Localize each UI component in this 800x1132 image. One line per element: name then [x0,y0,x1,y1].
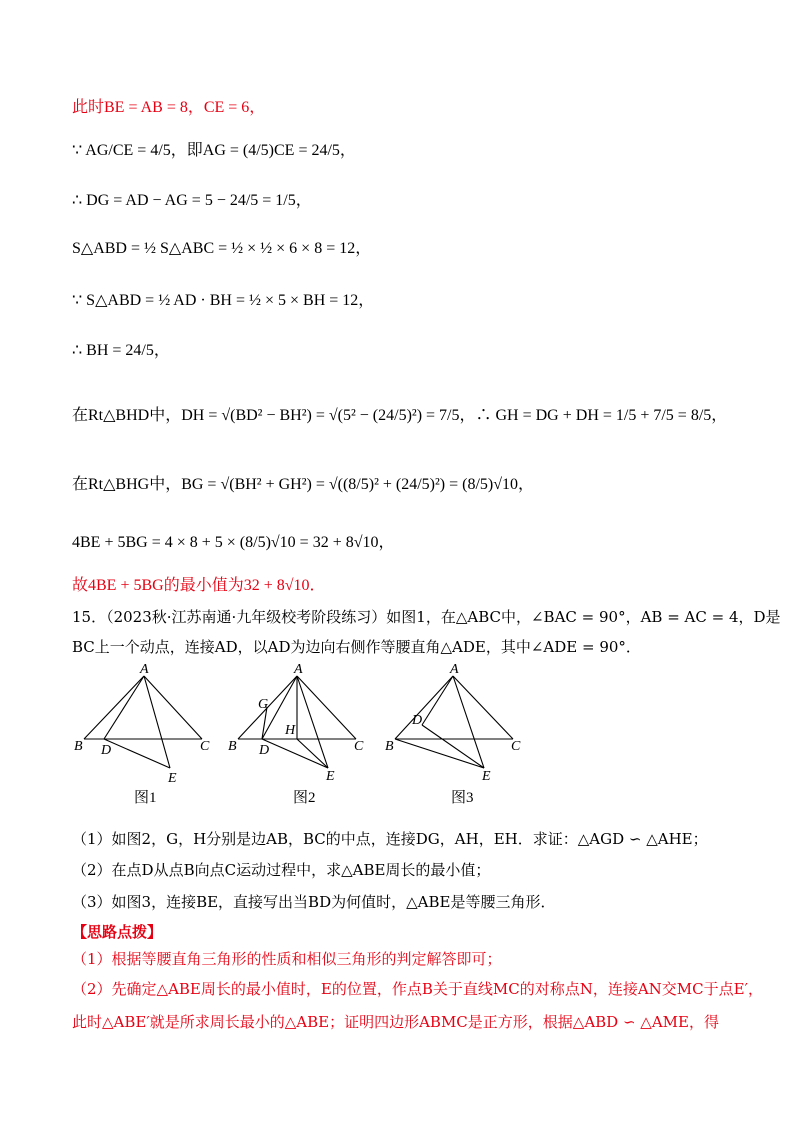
figure-1-labels [74,662,210,805]
fig1-caption: 图1 [134,790,157,805]
fig1-label-d: D [101,743,112,758]
fig2-label-g: G [258,697,269,712]
hint-line-3: 此时△ABE′就是所求周长最小的△ABE；证明四边形ABMC是正方形，根据△ABD ∽ △AME，得 [72,1013,719,1031]
solution-line-8: 在Rt△BHG中，BG = √(BH² + GH²) = √((8/5)² + (24/5)²) = (8/5)√10， [72,476,535,493]
fig3-label-a: A [450,662,459,677]
fig3-label-e: E [482,769,491,784]
solution-line-9: 4BE + 5BG = 4 × 8 + 5 × (8/5)√10 = 32 + 8√10， [72,534,395,551]
figure-2-labels [228,662,364,805]
solution-line-4: S△ABD = ½ S△ABC = ½ × ½ × 6 × 8 = 12， [72,240,372,257]
fig1-label-a: A [140,662,149,677]
fig3-label-b: B [385,739,394,754]
problem-line-1: 15．（2023秋·江苏南通·九年级校考阶段练习）如图1，在△ABC中，∠BAC = 90°，AB = AC = 4，D是 [72,608,781,626]
solution-line-6: ∴ BH = 24/5， [72,342,170,359]
fig2-caption: 图2 [293,790,316,805]
fig2-label-a: A [294,662,303,677]
fig2-label-b: B [228,739,237,754]
geometry-figures [60,660,560,805]
problem-line-2: BC上一个动点，连接AD，以AD为边向右侧作等腰直角△ADE，其中∠ADE = 90°． [72,638,641,656]
solution-line-1: 此时BE = AB = 8，CE = 6， [72,99,266,116]
solution-line-10: 故4BE + 5BG的最小值为32 + 8√10． [72,577,326,594]
question-1: （1）如图2，G，H分别是边AB，BC的中点，连接DG，AH，EH．求证：△AGD ∽ △AHE； [72,830,708,848]
fig2-label-h: H [285,723,296,738]
fig1-label-c: C [200,739,210,754]
fig1-label-b: B [74,739,83,754]
fig2-label-d: D [259,743,270,758]
figure-3-labels [385,662,521,805]
solution-line-7: 在Rt△BHD中，DH = √(BD² − BH²) = √(5² − (24/5)²) = 7/5，∴ GH = DG + DH = 1/5 + 7/5 = 8/5， [72,407,728,424]
fig3-label-c: C [511,739,521,754]
solution-line-3: ∴ DG = AD − AG = 5 − 24/5 = 1/5， [72,192,312,209]
solution-line-2: ∵ AG/CE = 4/5，即AG = (4/5)CE = 24/5， [72,142,356,159]
figure-2 [238,676,356,768]
fig2-label-e: E [326,769,335,784]
hint-line-2: （2）先确定△ABE周长的最小值时，E的位置，作点B关于直线MC的对称点N，连接AN交MC于点E′， [72,980,763,998]
fig3-caption: 图3 [451,790,474,805]
fig2-label-c: C [354,739,364,754]
hint-heading: 【思路点拨】 [72,923,163,941]
fig1-label-e: E [168,771,177,786]
question-2: （2）在点D从点B向点C运动过程中，求△ABE周长的最小值； [72,861,491,879]
question-3: （3）如图3，连接BE，直接写出当BD为何值时，△ABE是等腰三角形． [72,893,556,911]
hint-line-1: （1）根据等腰直角三角形的性质和相似三角形的判定解答即可； [72,950,502,968]
fig3-label-d: D [412,713,423,728]
solution-line-5: ∵ S△ABD = ½ AD · BH = ½ × 5 × BH = 12， [72,292,375,309]
